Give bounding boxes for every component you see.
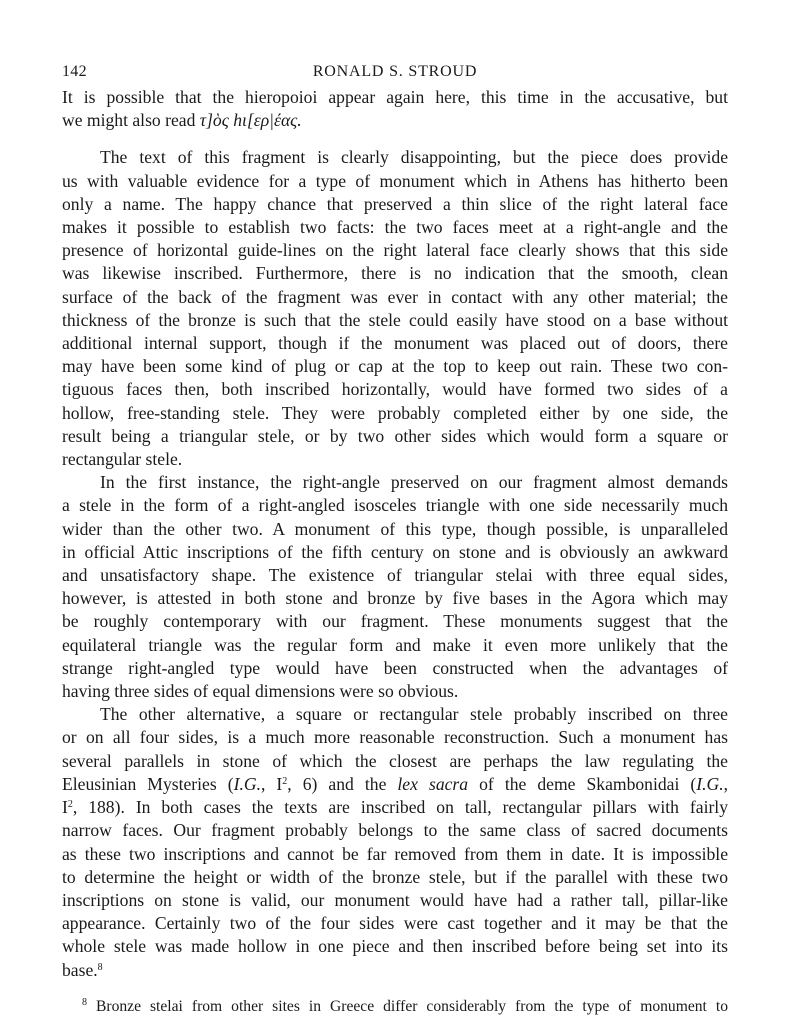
footnote-marker: 8 <box>82 996 87 1008</box>
text-line: was likewise inscribed. Furthermore, there is no indication that the smooth, clean <box>62 263 728 284</box>
footnote-ref: 8 <box>97 961 103 973</box>
text-line: wider than the other two. A monument of this type, though possible, is unparalleled <box>62 518 728 539</box>
text-line: The text of this fragment is clearly disappointing, but the piece does provide <box>100 147 728 168</box>
text-line: strange right-angled type would have been constructed when the advantages of <box>62 657 728 678</box>
text-line <box>62 773 728 796</box>
text-line: hollow, free-standing stele. They were probably completed either by one side, the <box>62 402 728 423</box>
text-segment: of the deme Skambonidai ( <box>468 773 697 794</box>
text-segment: , <box>723 773 728 794</box>
paragraph <box>62 703 728 981</box>
text-line: rectangular stele. <box>62 449 183 470</box>
text-segment: we might also read <box>62 110 200 131</box>
text-line <box>62 796 728 819</box>
text-line: makes it possible to establish two facts: the two faces meet at a right-angle and the <box>62 217 728 238</box>
page <box>62 60 728 1017</box>
page-header <box>62 60 728 86</box>
superscript: 2 <box>282 775 288 787</box>
text-line: and unsatisfactory shape. The existence of triangular stelai with three equal sides, <box>62 565 728 586</box>
footnote <box>62 997 728 1017</box>
text-line: to determine the height or width of the bronze stele, but if the parallel with these two <box>62 866 728 887</box>
text-line: whole stele was made hollow in one piece and then inscribed before being set into its <box>62 936 728 957</box>
text-line: or on all four sides, is a much more reasonable reconstruction. Such a monument has <box>62 727 728 748</box>
text-line: The other alternative, a square or rectangular stele probably inscribed on three <box>100 704 728 725</box>
text-segment: I <box>62 797 68 818</box>
paragraph <box>62 86 728 132</box>
paragraph <box>62 471 728 703</box>
text-line: surface of the back of the fragment was ever in contact with any other material; the <box>62 286 728 307</box>
text-segment: Eleusinian Mysteries ( <box>62 773 234 794</box>
paragraph <box>62 146 728 471</box>
text-line: be roughly contemporary with our fragment. These monuments suggest that the <box>62 611 728 632</box>
citation-abbrev: I.G. <box>696 773 724 794</box>
text-line: equilateral triangle was the regular form and make it even more unlikely that the <box>62 634 728 655</box>
text-line: a stele in the form of a right-angled isosceles triangle with one side necessarily much <box>62 495 728 516</box>
text-line: inscriptions on stone is valid, our monument would have had a rather tall, pillar-like <box>62 889 728 910</box>
text-line: however, is attested in both stone and bronze by five bases in the Agora which may <box>62 588 728 609</box>
text-line: thickness of the bronze is such that the stele could easily have stood on a base without <box>62 309 728 330</box>
text-segment: , 6) and the <box>287 773 398 794</box>
citation-abbrev: I.G. <box>233 773 261 794</box>
page-number: 142 <box>62 63 87 80</box>
text-line: as these two inscriptions and cannot be far removed from them in date. It is impossible <box>62 843 728 864</box>
text-line: only a name. The happy chance that preserved a thin slice of the right lateral face <box>62 193 728 214</box>
superscript: 2 <box>67 799 73 811</box>
text-line: may have been some kind of plug or cap at the top to keep out rain. These two con- <box>62 356 728 377</box>
text-line <box>62 959 728 982</box>
text-segment: , 188). In both cases the texts are inscribed on tall, rectangular pillars with fairly <box>72 797 728 818</box>
text-line: having three sides of equal dimensions were so obvious. <box>62 681 459 702</box>
text-segment: , I <box>260 773 283 794</box>
footnote-text: Bronze stelai from other sites in Greece differ considerably from the type of monument to <box>87 997 728 1015</box>
text-line: us with valuable evidence for a type of monument which in Athens has hitherto been <box>62 170 728 191</box>
text-segment: base. <box>62 959 98 980</box>
text-line: several parallels in stone of which the closest are perhaps the law regulating the <box>62 750 728 771</box>
text-line: narrow faces. Our fragment probably belongs to the same class of sacred documents <box>62 820 728 841</box>
text-line: appearance. Certainly two of the four sides were cast together and it may be that the <box>62 913 728 934</box>
text-line: in official Attic inscriptions of the fifth century on stone and is obviously an awkward <box>62 541 728 562</box>
latin-term: lex sacra <box>397 773 469 794</box>
footnote-line <box>62 997 728 1017</box>
text-line: In the first instance, the right-angle preserved on our fragment almost demands <box>100 472 728 493</box>
greek-text: τ]ὸς hι[ερ|έας. <box>199 110 302 131</box>
text-line: It is possible that the hieropoioi appear again here, this time in the accusative, but <box>62 87 728 107</box>
text-line: tiguous faces then, both inscribed horizontally, would have formed two sides of a <box>62 379 728 400</box>
text-line: additional internal support, though if the monument was placed out of doors, there <box>62 333 728 354</box>
text-line: presence of horizontal guide-lines on the right lateral face clearly shows that this side <box>62 240 728 261</box>
text-line <box>62 109 728 132</box>
text-line: result being a triangular stele, or by two other sides which would form a square or <box>62 425 728 446</box>
running-head: RONALD S. STROUD <box>312 63 478 80</box>
